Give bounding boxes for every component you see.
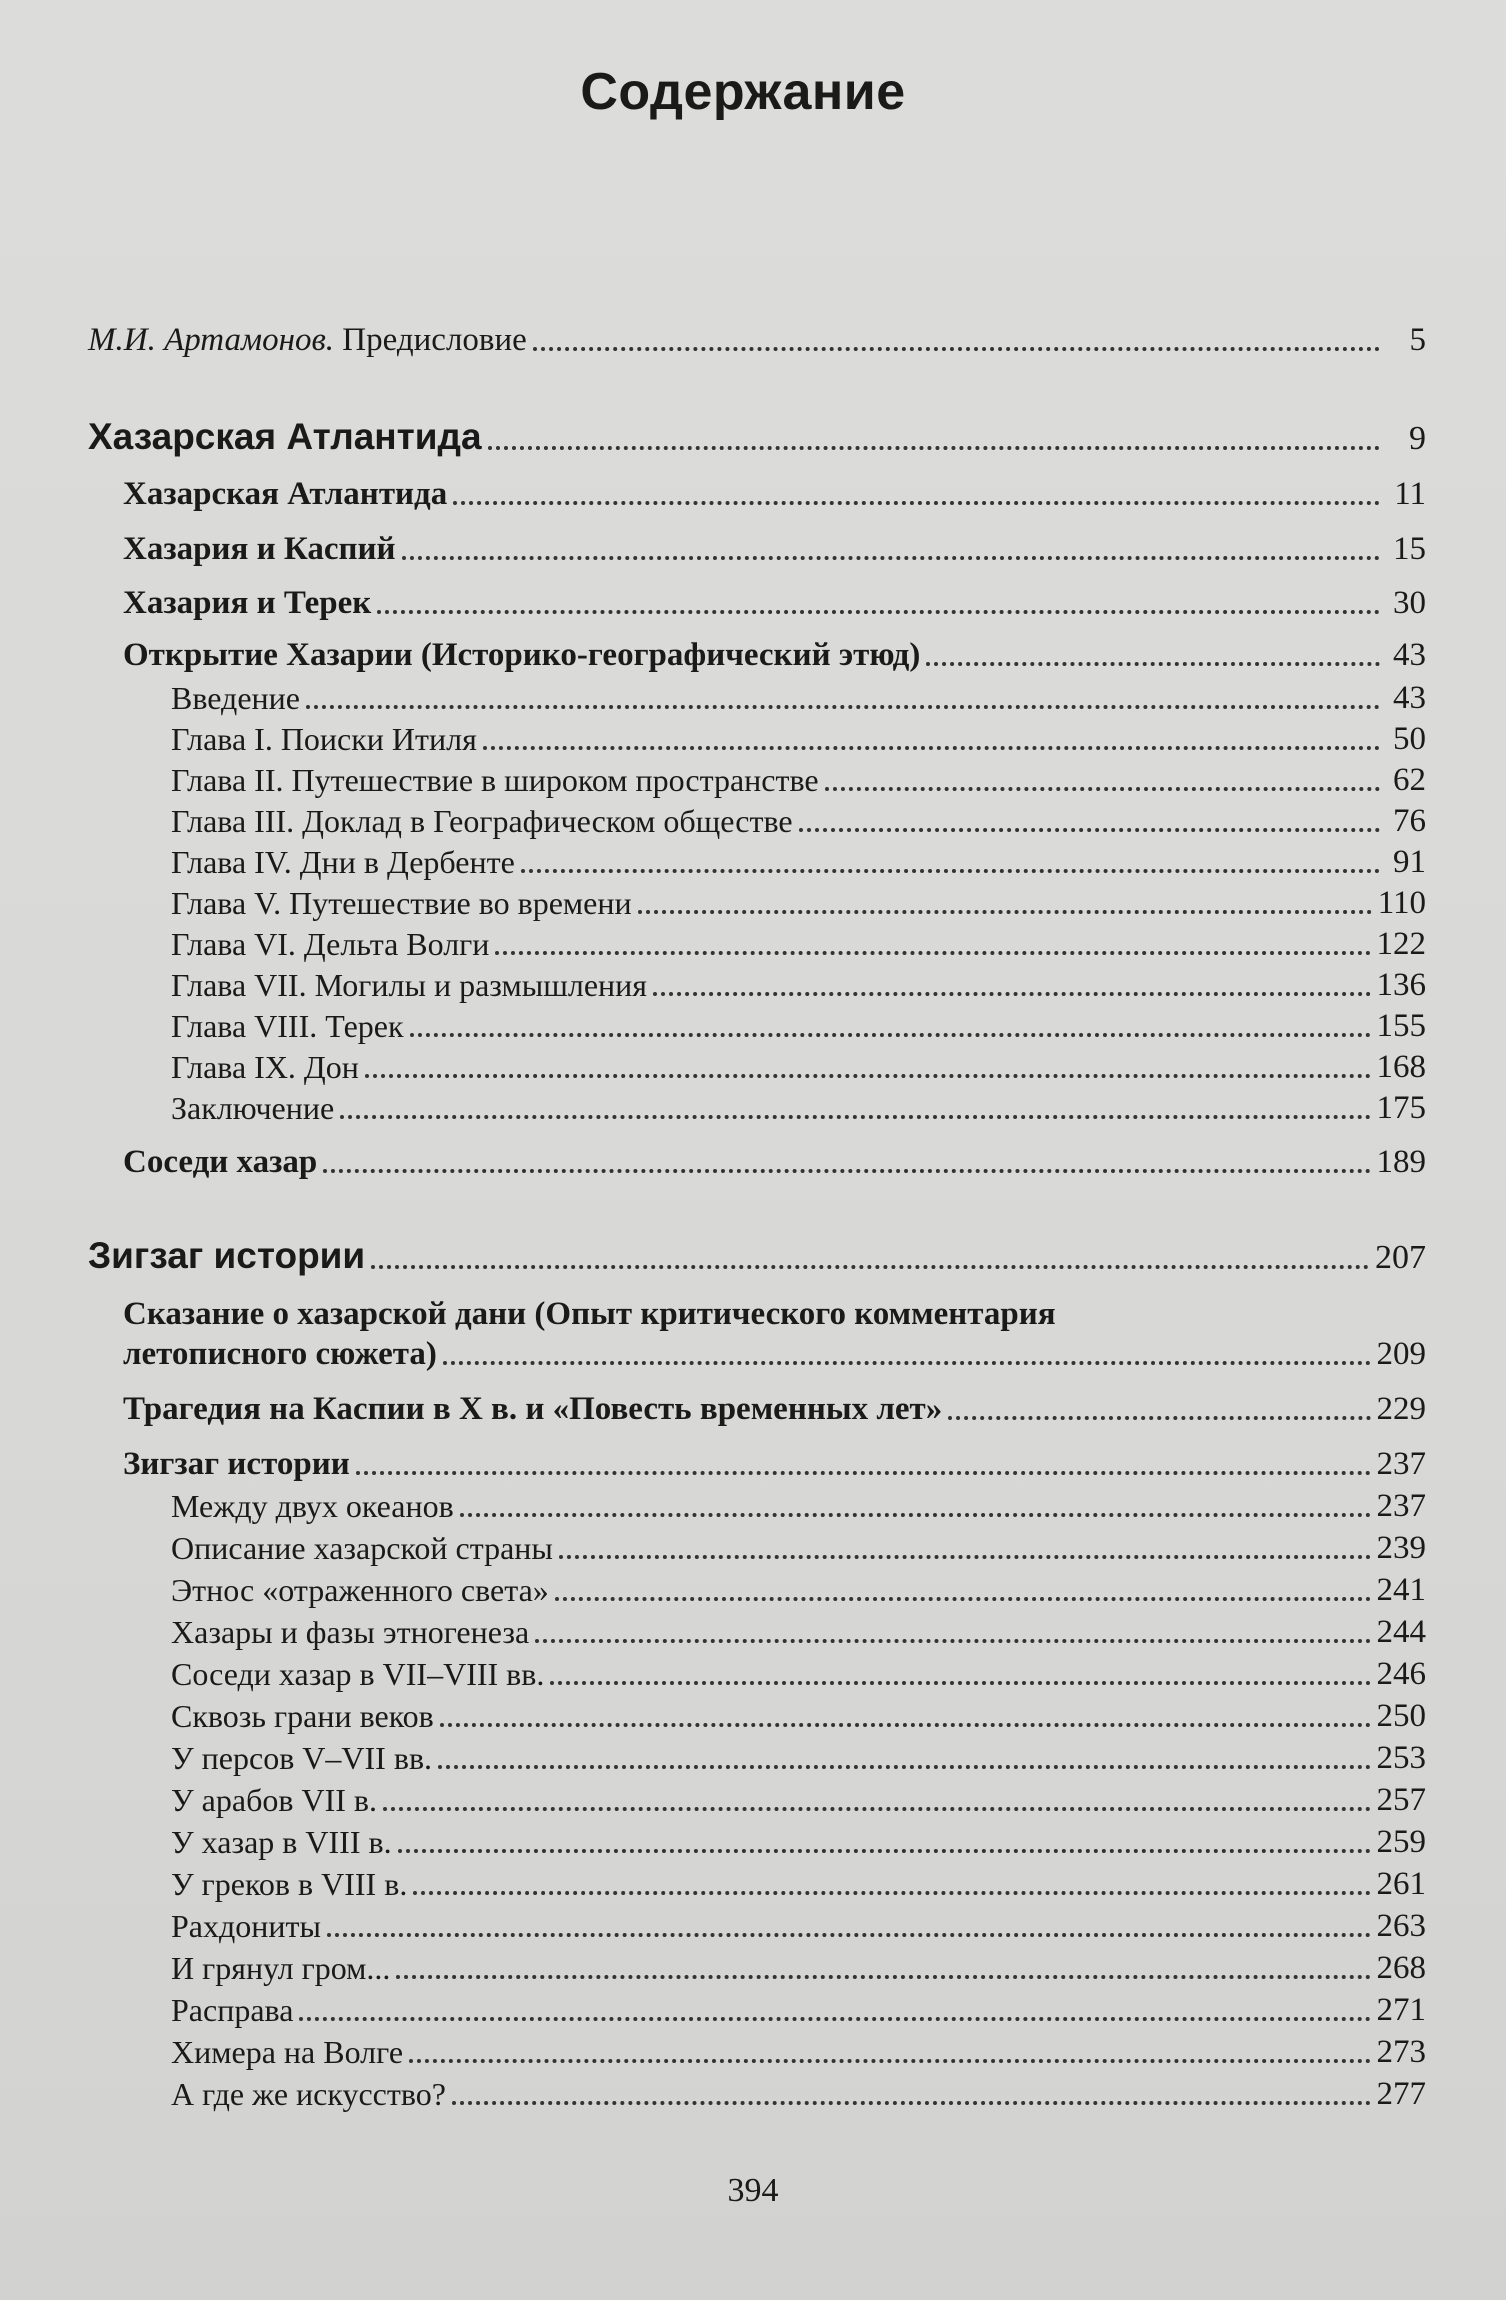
entry-label: Глава II. Путешествие в широком пространстве xyxy=(171,762,819,798)
entry-label: Хазары и фазы этногенеза xyxy=(171,1614,530,1650)
page-ref: 237 xyxy=(1376,1446,1426,1482)
entry-label: Описание хазарской страны xyxy=(171,1530,553,1566)
entry-label: Глава V. Путешествие во времени xyxy=(171,885,632,921)
page-ref: 62 xyxy=(1393,762,1426,798)
page-ref: 50 xyxy=(1393,721,1426,757)
toc-entry xyxy=(0,1144,1426,1181)
leader-dots xyxy=(533,347,1380,351)
page-ref: 244 xyxy=(1376,1614,1426,1650)
entry-label: Рахдониты xyxy=(171,1908,322,1944)
entry-label: Введение xyxy=(171,680,300,716)
page-ref: 136 xyxy=(1376,967,1426,1003)
leader-dots xyxy=(460,1513,1371,1517)
page-ref: 239 xyxy=(1376,1530,1426,1566)
page-ref: 91 xyxy=(1393,844,1426,880)
leader-dots xyxy=(495,951,1370,955)
leader-dots xyxy=(356,1471,1371,1475)
page-title: Содержание xyxy=(580,63,906,121)
page-ref: 175 xyxy=(1376,1090,1426,1126)
leader-dots xyxy=(453,501,1380,505)
toc-subentry xyxy=(0,844,1426,881)
leader-dots xyxy=(377,610,1380,614)
leader-dots xyxy=(488,446,1380,450)
leader-dots xyxy=(799,828,1380,832)
toc-subentry xyxy=(0,1866,1426,1903)
page-ref: 15 xyxy=(1393,531,1426,567)
entry-label: Глава III. Доклад в Географическом обществе xyxy=(171,803,793,839)
toc-entry xyxy=(0,476,1426,513)
entry-label: Хазария и Терек xyxy=(123,585,372,621)
page-ref: 209 xyxy=(1376,1336,1426,1372)
entry-label: У хазар в VIII в. xyxy=(171,1824,392,1860)
leader-dots xyxy=(825,787,1380,791)
toc-entry xyxy=(0,585,1426,622)
leader-dots xyxy=(926,662,1380,666)
leader-dots xyxy=(383,1807,1371,1811)
entry-label: Заключение xyxy=(171,1090,335,1126)
page-ref: 263 xyxy=(1376,1908,1426,1944)
leader-dots xyxy=(398,1849,1371,1853)
page-ref: 5 xyxy=(1409,322,1426,358)
page-ref: 110 xyxy=(1377,885,1426,921)
page-ref: 30 xyxy=(1393,585,1426,621)
page-ref: 253 xyxy=(1376,1740,1426,1776)
toc-section xyxy=(0,416,1426,458)
page-ref: 273 xyxy=(1376,2034,1426,2070)
toc-subentry xyxy=(0,762,1426,799)
leader-dots xyxy=(440,1723,1371,1727)
toc-entry xyxy=(0,1391,1426,1428)
leader-dots xyxy=(521,869,1380,873)
entry-label: Глава VIII. Терек xyxy=(171,1008,404,1044)
leader-dots xyxy=(452,2101,1371,2105)
page-ref: 43 xyxy=(1393,637,1426,673)
toc-entry-preface xyxy=(0,322,1426,359)
entry-label: Соседи хазар xyxy=(123,1144,318,1180)
entry-label: Глава VII. Могилы и размышления xyxy=(171,967,647,1003)
preface-author: М.И. Артамонов. xyxy=(88,322,335,358)
page-ref: 271 xyxy=(1376,1992,1426,2028)
entry-label: И грянул гром... xyxy=(171,1950,391,1986)
page-ref: 241 xyxy=(1376,1572,1426,1608)
toc-subentry xyxy=(0,721,1426,758)
leader-dots xyxy=(410,1033,1371,1037)
entry-label: Хазария и Каспий xyxy=(123,531,396,567)
toc-subentry xyxy=(0,1008,1426,1045)
preface-label: Предисловие xyxy=(342,322,527,358)
toc-subentry xyxy=(0,2034,1426,2071)
leader-dots xyxy=(653,992,1371,996)
leader-dots xyxy=(483,746,1380,750)
page-ref: 261 xyxy=(1376,1866,1426,1902)
section-title: Зигзаг истории xyxy=(88,1235,366,1276)
leader-dots xyxy=(555,1597,1371,1601)
toc-subentry xyxy=(0,1090,1426,1127)
page-ref: 76 xyxy=(1393,803,1426,839)
page-ref: 257 xyxy=(1376,1782,1426,1818)
entry-label-line1: Сказание о хазарской дани (Опыт критического комментария xyxy=(123,1296,1056,1332)
toc-section xyxy=(0,1235,1426,1277)
leader-dots xyxy=(402,556,1380,560)
leader-dots xyxy=(443,1361,1371,1365)
leader-dots xyxy=(327,1933,1370,1937)
entry-label: Соседи хазар в VII–VIII вв. xyxy=(171,1656,545,1692)
toc-subentry xyxy=(0,1572,1426,1609)
toc-subentry xyxy=(0,1824,1426,1861)
entry-label: Трагедия на Каспии в X в. и «Повесть временных лет» xyxy=(123,1391,943,1427)
page-ref: 277 xyxy=(1376,2076,1426,2112)
leader-dots xyxy=(638,910,1372,914)
leader-dots xyxy=(409,2059,1370,2063)
toc-subentry xyxy=(0,1698,1426,1735)
leader-dots xyxy=(323,1169,1370,1173)
entry-label-line2: летописного сюжета) xyxy=(123,1336,437,1372)
entry-label: У греков в VIII в. xyxy=(171,1866,408,1902)
page-ref: 250 xyxy=(1376,1698,1426,1734)
toc-subentry xyxy=(0,1049,1426,1086)
page-ref: 246 xyxy=(1376,1656,1426,1692)
toc-subentry xyxy=(0,1740,1426,1777)
toc-subentry xyxy=(0,967,1426,1004)
entry-label: Химера на Волге xyxy=(171,2034,404,2070)
page-ref: 237 xyxy=(1376,1488,1426,1524)
leader-dots xyxy=(535,1639,1370,1643)
toc-subentry xyxy=(0,1992,1426,2029)
toc-subentry xyxy=(0,2076,1426,2113)
entry-label: А где же искусство? xyxy=(171,2076,446,2112)
toc-entry xyxy=(0,531,1426,568)
toc-entry xyxy=(0,637,1426,674)
page-ref: 155 xyxy=(1376,1008,1426,1044)
page-ref: 122 xyxy=(1376,926,1426,962)
page-ref: 43 xyxy=(1393,680,1426,716)
leader-dots xyxy=(340,1115,1370,1119)
toc-subentry xyxy=(0,803,1426,840)
toc-entry xyxy=(0,1446,1426,1483)
entry-label: У арабов VII в. xyxy=(171,1782,377,1818)
leader-dots xyxy=(948,1416,1370,1420)
section-title: Хазарская Атлантида xyxy=(88,416,482,457)
entry-label: Глава VI. Дельта Волги xyxy=(171,926,490,962)
page-ref: 268 xyxy=(1376,1950,1426,1986)
toc-entry xyxy=(0,1336,1426,1373)
entry-label: Зигзаг истории xyxy=(123,1446,350,1482)
leader-dots xyxy=(396,1975,1370,1979)
page-ref: 207 xyxy=(1375,1239,1426,1276)
toc-subentry xyxy=(0,1908,1426,1945)
entry-label: У персов V–VII вв. xyxy=(171,1740,433,1776)
toc-subentry xyxy=(0,885,1426,922)
leader-dots xyxy=(371,1265,1369,1269)
toc-subentry xyxy=(0,1530,1426,1567)
leader-dots xyxy=(299,2017,1370,2021)
page-ref: 229 xyxy=(1376,1391,1426,1427)
page-ref: 11 xyxy=(1394,476,1426,512)
entry-label: Открытие Хазарии (Историко-географический этюд) xyxy=(123,637,921,673)
page-ref: 9 xyxy=(1409,420,1426,457)
leader-dots xyxy=(438,1765,1370,1769)
leader-dots xyxy=(365,1074,1371,1078)
leader-dots xyxy=(559,1555,1371,1559)
page-number: 394 xyxy=(727,2172,779,2209)
entry-label: Глава I. Поиски Итиля xyxy=(171,721,477,757)
toc-subentry xyxy=(0,1614,1426,1651)
entry-label: Хазарская Атлантида xyxy=(123,476,448,512)
toc-subentry xyxy=(0,1950,1426,1987)
entry-label: Глава IV. Дни в Дербенте xyxy=(171,844,515,880)
page-ref: 259 xyxy=(1376,1824,1426,1860)
toc-subentry xyxy=(0,926,1426,963)
entry-label: Между двух океанов xyxy=(171,1488,454,1524)
leader-dots xyxy=(306,705,1380,709)
entry-label: Этнос «отраженного света» xyxy=(171,1572,549,1608)
entry-label: Сквозь грани веков xyxy=(171,1698,434,1734)
leader-dots xyxy=(550,1681,1370,1685)
page-ref: 189 xyxy=(1376,1144,1426,1180)
toc-subentry xyxy=(0,1656,1426,1693)
leader-dots xyxy=(413,1891,1370,1895)
page-ref: 168 xyxy=(1376,1049,1426,1085)
toc-subentry xyxy=(0,1782,1426,1819)
entry-label: Глава IX. Дон xyxy=(171,1049,359,1085)
entry-label: Расправа xyxy=(171,1992,294,2028)
toc-subentry xyxy=(0,1488,1426,1525)
toc-subentry xyxy=(0,680,1426,717)
